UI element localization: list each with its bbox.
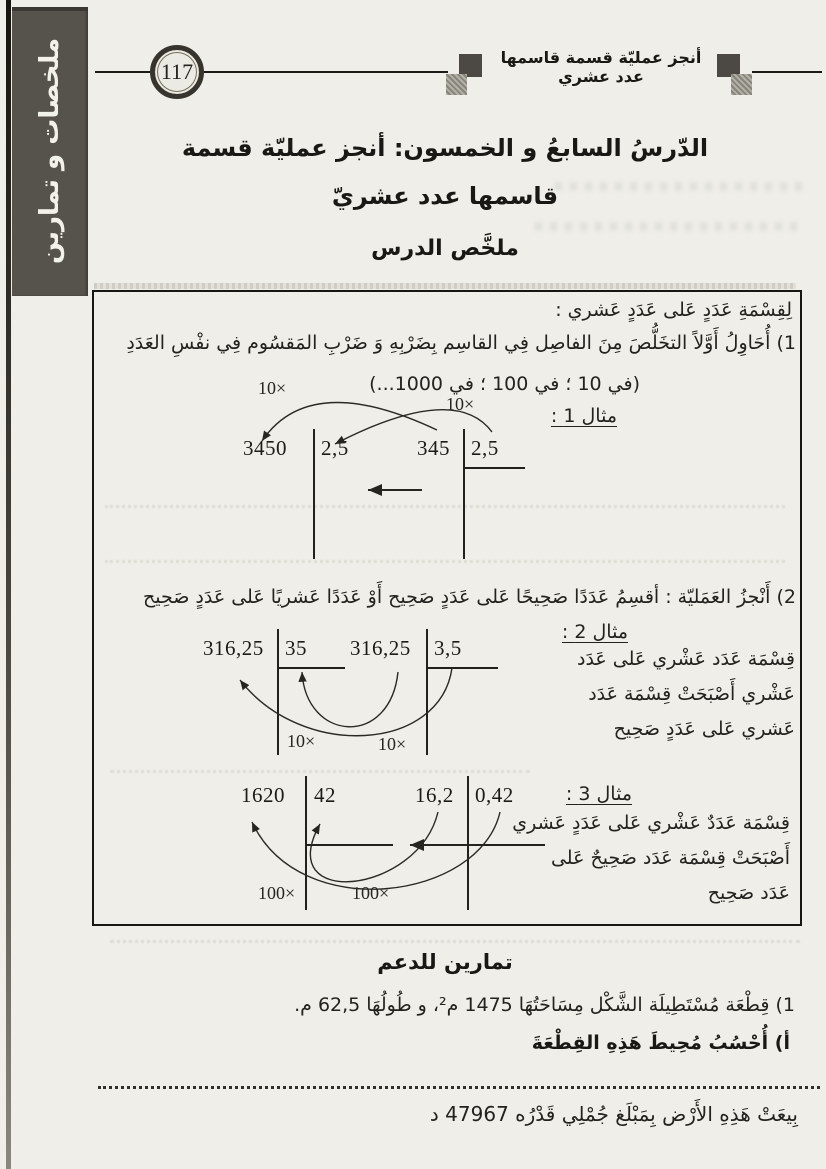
example3-result-division-rule	[305, 844, 393, 846]
example3-note-line1: قِسْمَة عَدَدٌ عَشْري عَلى عَدَدٍ عَشري	[512, 812, 790, 834]
example1-result-dividend: 3450	[243, 436, 287, 460]
example2-result-division-bar	[277, 629, 279, 755]
exercise-item1-question-a: أ) أُحْسُبُ مُحِيطَ هَذِهِ القِطْعَةَ	[531, 1032, 790, 1054]
lesson-title-line2: قاسمها عدد عشريّ	[331, 182, 559, 210]
bleed-through-smudge	[535, 222, 800, 231]
example2-original-divisor: 3,5	[434, 636, 462, 660]
summary-heading: ملخَّص الدرس	[371, 236, 519, 261]
example2-original-division-rule	[426, 667, 498, 669]
example2-result-divisor: 35	[285, 636, 307, 660]
example2-multiplier-label: 10×	[378, 734, 407, 754]
example1-label: مثال 1 :	[550, 405, 617, 427]
example3-original-divisor: 0,42	[475, 783, 514, 807]
example2-note-line2: عَشْري أَصْبَحَتْ قِسْمَة عَدَد	[588, 683, 795, 705]
example1-result-division-bar	[313, 429, 315, 559]
example3-result-division-bar	[305, 776, 307, 910]
example3-multiplier-label: 100×	[258, 883, 296, 903]
example1-original-divisor: 2,5	[471, 436, 499, 460]
running-title: أنجز عمليّة قسمة قاسمها عدد عشري	[500, 48, 702, 86]
deco-square-halftone-left	[446, 74, 467, 95]
example3-label: مثال 3 :	[565, 783, 632, 805]
box-intro: لِقِسْمَةِ عَدَدٍ عَلى عَدَدٍ عَشري :	[555, 299, 792, 321]
example1-original-division-rule	[463, 467, 525, 469]
example2-note-line3: عَشري عَلى عَدَدٍ صَحِيح	[613, 718, 795, 740]
example2-result-division-rule	[277, 667, 345, 669]
example1-result-divisor: 2,5	[321, 436, 349, 460]
header-rule-left	[95, 71, 152, 73]
example2-original-dividend: 316,25	[350, 636, 411, 660]
example2-original-division-bar	[426, 629, 428, 755]
box-rule1: 1) أُحَاوِلُ أَوَّلاً التخَلُّصَ مِنَ الفاصِل فِي القاسِم بِضَرْبِهِ وَ ضَرْبِ المَقسُوم فِي نفْسِ العَدَدِ	[126, 332, 796, 354]
sidebar-label: ملخصات و تمارين	[35, 37, 65, 265]
example2-note-line1: قِسْمَة عَدَد عَشْري عَلى عَدَد	[576, 648, 795, 670]
lesson-title-line1: الدّرسُ السابعُ و الخمسون: أنجز عمليّة قسمة	[181, 134, 709, 162]
box-rule2: 2) أَنْجزُ العَمَليّة : أقسِمُ عَدَدًا صَحِيحًا عَلى عَدَدٍ صَحِيح أَوْ عَدَدًا عَشريًا عَلى عَدَدٍ صَحِيح	[142, 586, 796, 608]
example1-multiplier-label: 10×	[446, 394, 475, 414]
answer-dotted-line	[98, 1086, 820, 1089]
example1-multiplier-label: 10×	[258, 378, 287, 398]
scan-halftone-band	[94, 283, 796, 289]
example3-note-line2: أَصْبَحَتْ قِسْمَة عَدَد صَحِيحٌ عَلى	[550, 847, 790, 869]
header-rule-middle	[203, 71, 448, 73]
example3-original-division-bar	[467, 776, 469, 910]
example3-result-divisor: 42	[314, 783, 336, 807]
example3-multiplier-label: 100×	[352, 883, 390, 903]
box-rule1-range: (في 10 ؛ في 100 ؛ في 1000...)	[369, 373, 640, 395]
example3-note-line3: عَدَد صَحِيح	[707, 882, 790, 904]
exercise-item1: 1) قِطْعَة مُسْتَطِيلَة الشَّكْل مِسَاحَتُهَا 1475 م²، و طُولُهَا 62,5 م.	[294, 994, 795, 1016]
example2-result-dividend: 316,25	[203, 636, 264, 660]
example2-label: مثال 2 :	[561, 621, 628, 643]
example2-multiplier-label: 10×	[287, 731, 316, 751]
exercises-heading: تمارين للدعم	[377, 950, 513, 974]
example3-original-division-rule	[467, 844, 545, 846]
bleed-through-dotted-line	[110, 940, 800, 943]
example1-original-dividend: 345	[417, 436, 450, 460]
example3-original-dividend: 16,2	[415, 783, 454, 807]
page-number-badge	[150, 45, 204, 99]
example1-original-division-bar	[463, 429, 465, 559]
page-edge-scan-line	[6, 0, 11, 1169]
exercise-footer-note: بِيعَتْ هَذِهِ الأَرْض بِمَبْلَغ جُمْلِي قَدْرُه 47967 د	[429, 1102, 798, 1126]
deco-square-halftone-right	[731, 74, 752, 95]
page-number: 117	[160, 59, 194, 84]
header-rule-right	[752, 71, 822, 73]
example3-result-dividend: 1620	[241, 783, 285, 807]
